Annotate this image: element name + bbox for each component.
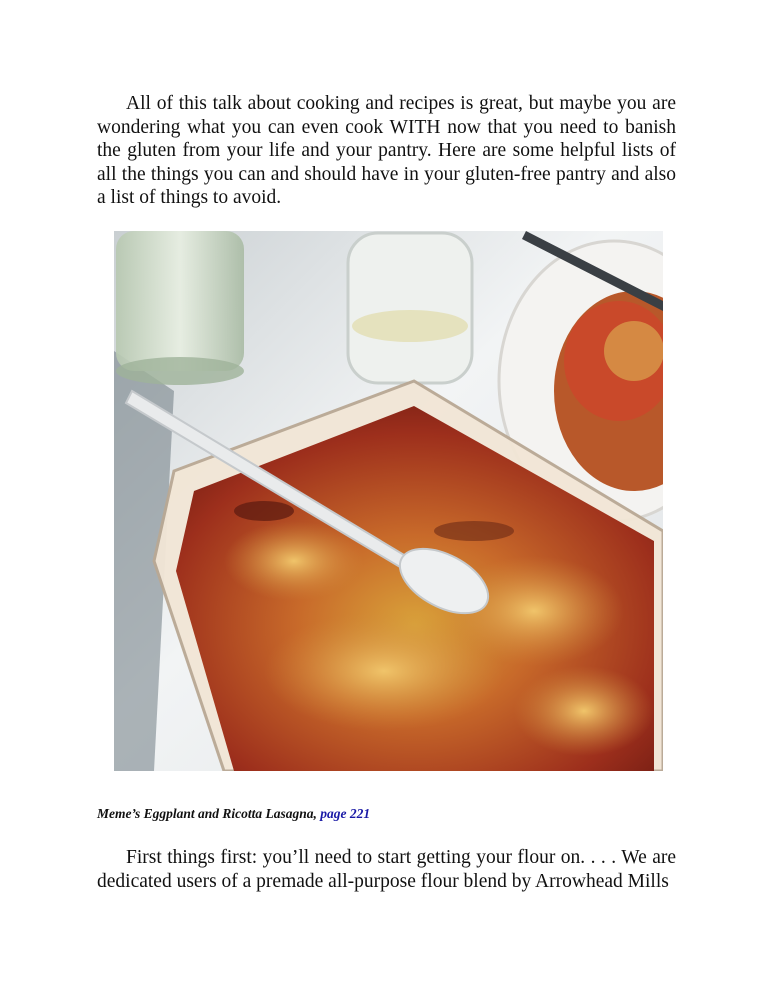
- intro-paragraph: All of this talk about cooking and recipes is great, but maybe you are wondering what you can even cook WITH now that you need to banish the gluten from your life and your pantry. Here are some helpful lists of all the things you can and should have in your gluten-free pantry and also a list of things to avoid.: [97, 93, 676, 208]
- lasagna-photo: [114, 231, 663, 771]
- photo-caption: [97, 806, 370, 822]
- page-link[interactable]: page 221: [320, 806, 371, 821]
- caption-title: Meme’s Eggplant and Ricotta Lasagna,: [97, 806, 317, 821]
- body-paragraph: First things first: you’ll need to start getting your flour on. . . . We are dedicated users of a premade all-purpose flour blend by Arrowhead Mills: [97, 847, 676, 892]
